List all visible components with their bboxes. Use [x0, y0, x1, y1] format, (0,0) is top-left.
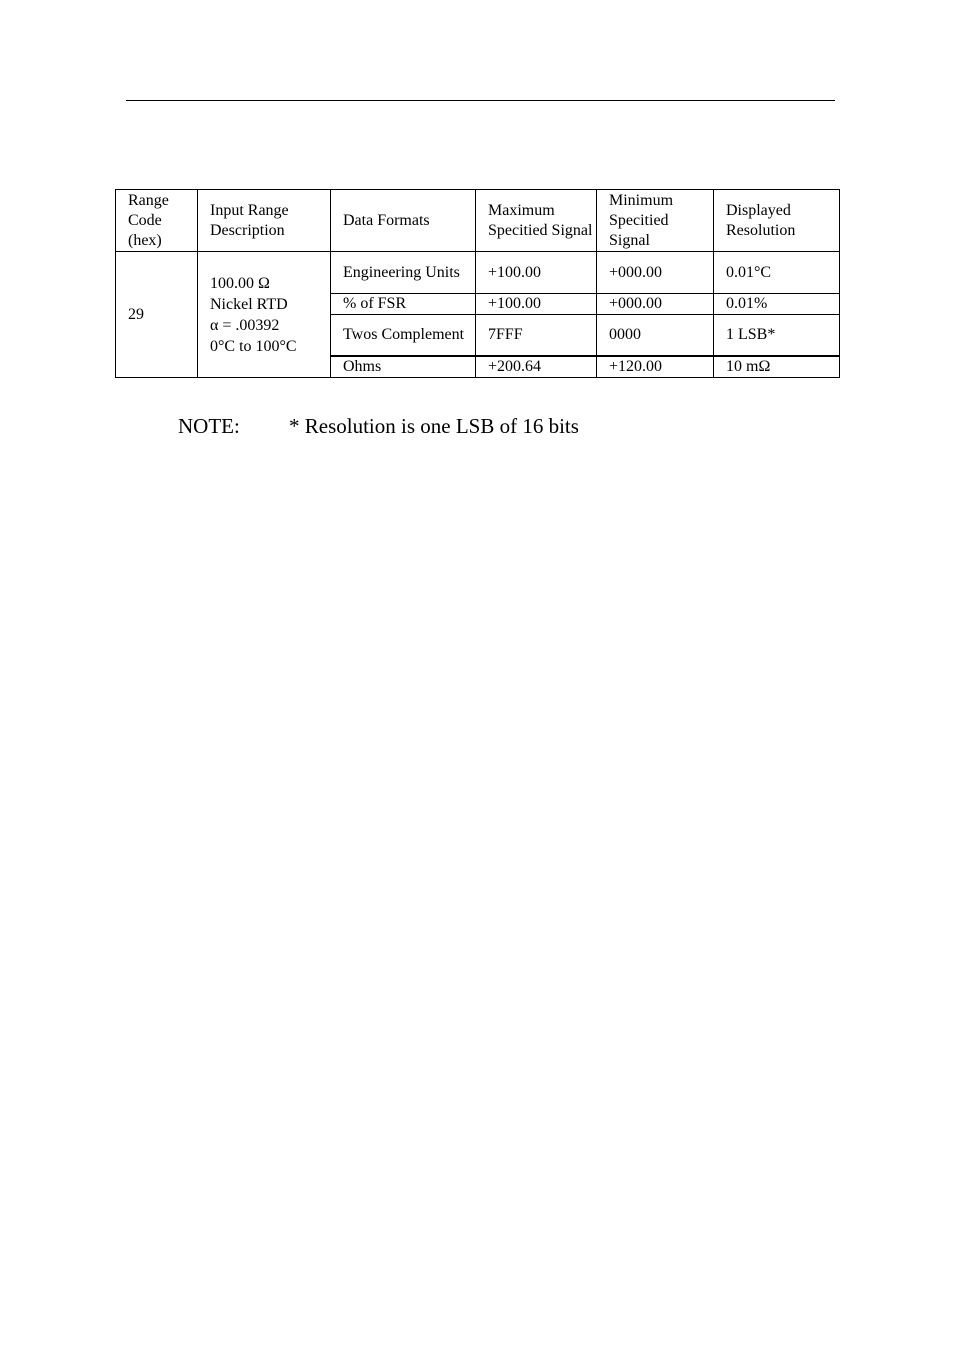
data-format-cell: Twos Complement	[331, 315, 476, 357]
range-code-cell: 29	[116, 252, 198, 378]
maximum-signal-cell: +100.00	[476, 294, 597, 315]
resolution-cell: 10 mΩ	[714, 356, 840, 378]
note-text: * Resolution is one LSB of 16 bits	[289, 414, 579, 438]
resolution-cell: 1 LSB*	[714, 315, 840, 357]
data-format-cell: Ohms	[331, 356, 476, 378]
resolution-note	[178, 413, 579, 439]
maximum-signal-cell: +200.64	[476, 356, 597, 378]
minimum-signal-cell: +000.00	[597, 252, 714, 294]
description-line: 0°C to 100°C	[210, 337, 297, 355]
header-maximum-signal: Maximum Specitied Signal	[476, 190, 597, 252]
table-header-row	[116, 190, 840, 252]
range-spec-table	[115, 189, 840, 378]
header-minimum-signal: Minimum Specitied Signal	[597, 190, 714, 252]
header-input-range-description: Input Range Description	[198, 190, 331, 252]
description-line: 100.00 Ω	[210, 274, 270, 292]
resolution-cell: 0.01%	[714, 294, 840, 315]
resolution-cell: 0.01°C	[714, 252, 840, 294]
header-displayed-resolution: Displayed Resolution	[714, 190, 840, 252]
description-line: Nickel RTD	[210, 295, 288, 313]
description-line: α = .00392	[210, 316, 280, 334]
table-row	[116, 252, 840, 294]
header-data-formats: Data Formats	[331, 190, 476, 252]
minimum-signal-cell: +000.00	[597, 294, 714, 315]
input-range-description-cell	[198, 252, 331, 378]
note-label: NOTE:	[178, 414, 240, 438]
header-range-code: Range Code (hex)	[116, 190, 198, 252]
data-format-cell: % of FSR	[331, 294, 476, 315]
minimum-signal-cell: +120.00	[597, 356, 714, 378]
header-rule	[126, 100, 835, 101]
maximum-signal-cell: +100.00	[476, 252, 597, 294]
data-format-cell: Engineering Units	[331, 252, 476, 294]
minimum-signal-cell: 0000	[597, 315, 714, 357]
maximum-signal-cell: 7FFF	[476, 315, 597, 357]
